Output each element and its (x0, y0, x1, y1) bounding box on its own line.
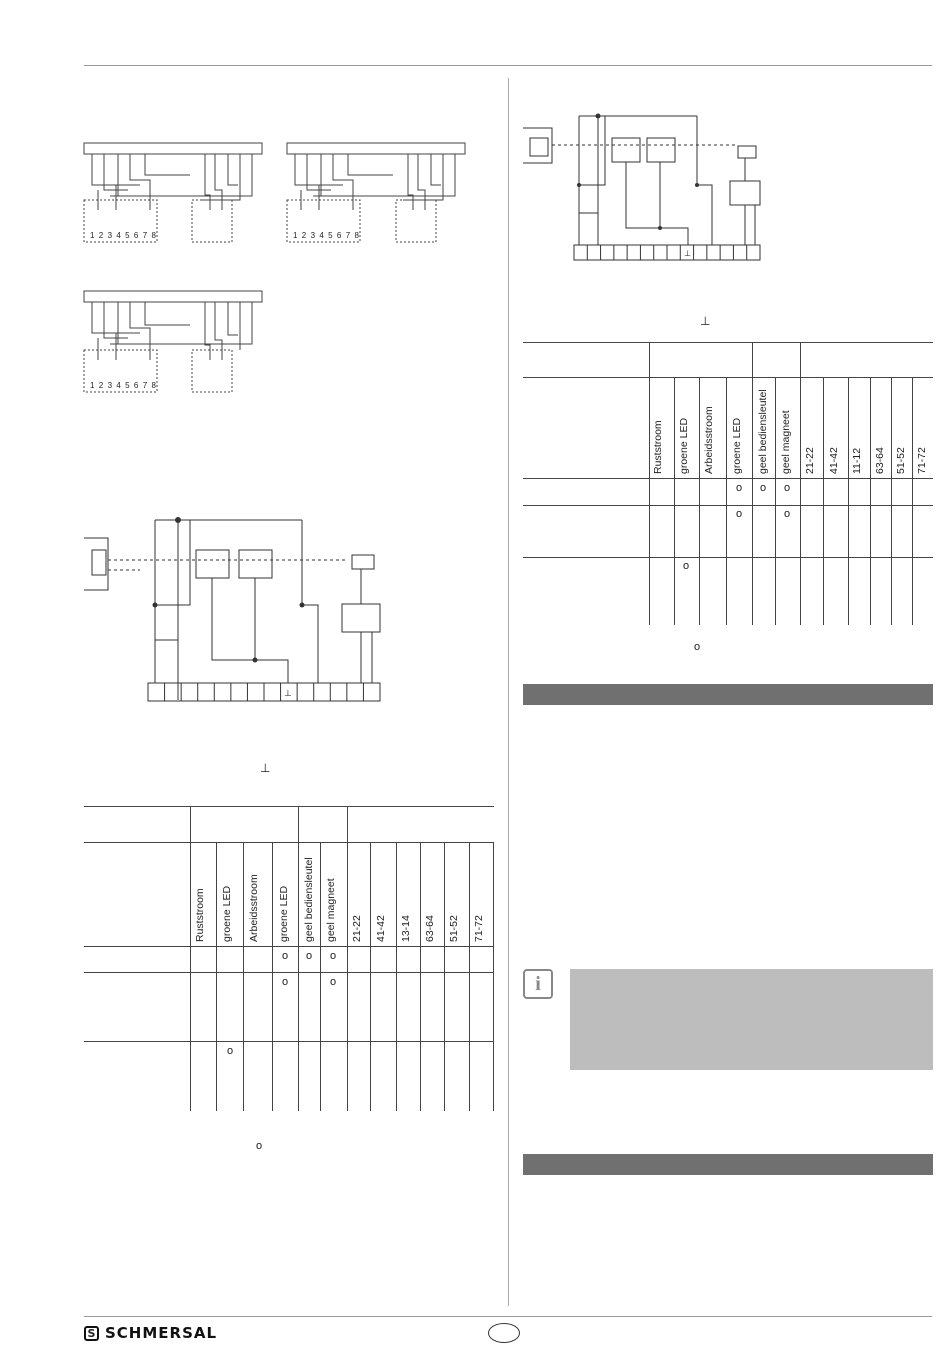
terminal-number: 7 (142, 381, 148, 390)
column-header: 51-52 (895, 447, 907, 474)
column-header: Ruststroom (194, 888, 206, 942)
table-mark: o (736, 482, 743, 494)
table-mark: o (330, 976, 337, 988)
terminal-number: 5 (328, 231, 333, 240)
column-header: 11-12 (851, 447, 863, 474)
column-header: geel bediensleutel (757, 389, 769, 474)
table-mark: o (282, 976, 289, 988)
column-header: geel magneet (780, 410, 792, 474)
column-header: Ruststroom (652, 420, 664, 474)
table-right (523, 342, 933, 625)
table-right-grid (523, 342, 933, 625)
terminal-number: 8 (354, 231, 359, 240)
brand-mark-icon: S (84, 1326, 99, 1341)
column-header: geel magneet (325, 878, 337, 942)
brand-logo (84, 1323, 217, 1343)
ground-symbol: ⊥ (684, 249, 691, 258)
column-header: 21-22 (804, 447, 816, 474)
terminal-number: 1 (293, 231, 298, 240)
table-mark: o (683, 560, 690, 572)
column-header: groene LED (678, 417, 690, 474)
column-header: geel bediensleutel (303, 857, 315, 942)
terminal-number: 3 (310, 231, 316, 240)
table-mark: o (330, 950, 337, 962)
table-legend-mark: o (256, 1140, 263, 1152)
column-header: 13-14 (400, 915, 412, 942)
column-header: Arbeidsstroom (248, 874, 260, 942)
info-note-box (570, 969, 933, 1070)
terminal-number: 4 (319, 231, 324, 240)
column-header: groene LED (731, 417, 743, 474)
terminal-number: 1 (90, 231, 95, 240)
terminal-number: 3 (107, 231, 113, 240)
section-header-bar (523, 1154, 933, 1175)
terminal-number: 7 (345, 231, 351, 240)
table-legend-mark: o (694, 641, 701, 653)
column-header: 63-64 (424, 915, 436, 942)
column-header: 41-42 (375, 915, 387, 942)
ground-symbol: ⊥ (284, 688, 292, 698)
table-mark: o (306, 950, 313, 962)
terminal-number: 7 (142, 231, 148, 240)
terminal-number: 8 (151, 381, 156, 390)
footer-rule (84, 1316, 932, 1317)
terminal-number: 5 (125, 231, 130, 240)
terminal-number: 2 (301, 231, 307, 240)
terminal-number: 5 (125, 381, 130, 390)
column-header: groene LED (278, 885, 290, 942)
info-icon: i (523, 969, 553, 999)
table-mark: o (784, 508, 791, 520)
terminal-number: 1 (90, 381, 95, 390)
terminal-number: 3 (107, 381, 113, 390)
table-mark: o (784, 482, 791, 494)
section-header-bar (523, 684, 933, 705)
column-header: groene LED (221, 885, 233, 942)
language-badge (488, 1323, 520, 1343)
column-header: Arbeidsstroom (703, 406, 715, 474)
column-header: 21-22 (351, 915, 363, 942)
column-header: 51-52 (448, 915, 460, 942)
table-mark: o (760, 482, 767, 494)
column-header: 41-42 (828, 447, 840, 474)
brand-name: SCHMERSAL (105, 1324, 218, 1342)
terminal-number: 6 (336, 231, 342, 240)
terminal-number: 4 (116, 231, 121, 240)
column-header: 63-64 (874, 447, 886, 474)
ground-symbol-caption: ⊥ (260, 761, 271, 775)
ground-symbol-caption: ⊥ (700, 314, 711, 328)
column-header: 71-72 (473, 915, 485, 942)
column-header: 71-72 (916, 447, 928, 474)
terminal-number: 4 (116, 381, 121, 390)
terminal-number: 8 (151, 231, 156, 240)
table-mark: o (282, 950, 289, 962)
terminal-number: 6 (133, 231, 139, 240)
table-mark: o (227, 1045, 234, 1057)
terminal-number: 2 (98, 381, 104, 390)
terminal-number: 2 (98, 231, 104, 240)
terminal-number: 6 (133, 381, 139, 390)
table-mark: o (736, 508, 743, 520)
